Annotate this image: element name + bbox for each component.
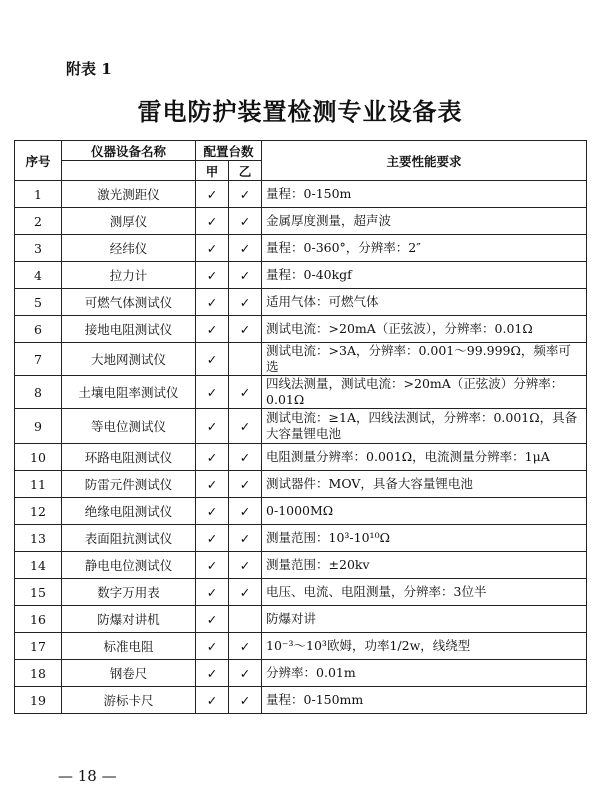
instrument-name: 防爆对讲机: [62, 606, 196, 633]
requirement-text: 测量范围：10³-10¹⁰Ω: [262, 525, 587, 552]
requirement-text: 测试器件：MOV，具备大容量锂电池: [262, 471, 587, 498]
page-number: — 18 —: [58, 767, 117, 785]
row-number: 17: [15, 633, 62, 660]
config-a-check: ✓: [196, 262, 229, 289]
header-instrument: 仪器设备名称: [62, 141, 196, 161]
config-b-check: ✓: [229, 181, 262, 208]
config-b-check: ✓: [229, 409, 262, 444]
requirement-text: 0-1000MΩ: [262, 498, 587, 525]
table-row: [15, 498, 587, 525]
config-b-check: ✓: [229, 262, 262, 289]
row-number: 11: [15, 471, 62, 498]
table-row: [15, 606, 587, 633]
config-a-check: ✓: [196, 409, 229, 444]
table-row: [15, 343, 587, 376]
instrument-name: 大地网测试仪: [62, 343, 196, 376]
instrument-name: 接地电阻测试仪: [62, 316, 196, 343]
requirement-text: 量程：0-360°，分辨率：2″: [262, 235, 587, 262]
config-a-check: ✓: [196, 444, 229, 471]
table-row: [15, 471, 587, 498]
config-b-check: ✓: [229, 498, 262, 525]
row-number: 6: [15, 316, 62, 343]
config-b-check: ✓: [229, 579, 262, 606]
table-row: [15, 208, 587, 235]
instrument-name: 表面阻抗测试仪: [62, 525, 196, 552]
table-row: [15, 181, 587, 208]
config-a-check: ✓: [196, 633, 229, 660]
header-config: 配置台数: [196, 141, 262, 161]
appendix-label: 附表 1: [66, 60, 112, 78]
table-row: [15, 660, 587, 687]
requirement-text: 防爆对讲: [262, 606, 587, 633]
table-row: [15, 262, 587, 289]
document-title: 雷电防护装置检测专业设备表: [137, 97, 463, 126]
config-b-check: [229, 343, 262, 376]
config-a-check: ✓: [196, 552, 229, 579]
header-seq: 序号: [15, 141, 62, 181]
config-a-check: ✓: [196, 316, 229, 343]
config-b-check: ✓: [229, 687, 262, 714]
config-a-check: ✓: [196, 660, 229, 687]
requirement-text: 适用气体：可燃气体: [262, 289, 587, 316]
requirement-text: 分辨率：0.01m: [262, 660, 587, 687]
table-row: [15, 525, 587, 552]
header-instrument-blank: [62, 161, 196, 181]
instrument-name: 测厚仪: [62, 208, 196, 235]
requirement-text: 金属厚度测量，超声波: [262, 208, 587, 235]
row-number: 8: [15, 376, 62, 409]
instrument-name: 静电电位测试仪: [62, 552, 196, 579]
row-number: 16: [15, 606, 62, 633]
row-number: 14: [15, 552, 62, 579]
config-a-check: ✓: [196, 289, 229, 316]
table-row: [15, 376, 587, 409]
config-a-check: ✓: [196, 343, 229, 376]
instrument-name: 等电位测试仪: [62, 409, 196, 444]
header-config-b: 乙: [229, 161, 262, 181]
config-a-check: ✓: [196, 579, 229, 606]
config-b-check: ✓: [229, 316, 262, 343]
table-row: [15, 409, 587, 444]
instrument-name: 可燃气体测试仪: [62, 289, 196, 316]
instrument-name: 拉力计: [62, 262, 196, 289]
config-b-check: ✓: [229, 633, 262, 660]
config-a-check: ✓: [196, 208, 229, 235]
config-b-check: [229, 606, 262, 633]
row-number: 10: [15, 444, 62, 471]
config-a-check: ✓: [196, 376, 229, 409]
table-row: [15, 633, 587, 660]
row-number: 3: [15, 235, 62, 262]
requirement-text: 四线法测量，测试电流：>20mA（正弦波）分辨率：0.01Ω: [262, 376, 587, 409]
config-a-check: ✓: [196, 606, 229, 633]
config-b-check: ✓: [229, 376, 262, 409]
config-b-check: ✓: [229, 660, 262, 687]
row-number: 12: [15, 498, 62, 525]
requirement-text: 量程：0-150mm: [262, 687, 587, 714]
config-a-check: ✓: [196, 687, 229, 714]
row-number: 2: [15, 208, 62, 235]
row-number: 19: [15, 687, 62, 714]
requirement-text: 电压、电流、电阻测量，分辨率：3位半: [262, 579, 587, 606]
instrument-name: 激光测距仪: [62, 181, 196, 208]
config-a-check: ✓: [196, 235, 229, 262]
table-row: [15, 444, 587, 471]
row-number: 1: [15, 181, 62, 208]
row-number: 9: [15, 409, 62, 444]
instrument-name: 游标卡尺: [62, 687, 196, 714]
requirement-text: 测量范围：±20kv: [262, 552, 587, 579]
table-row: [15, 289, 587, 316]
instrument-name: 钢卷尺: [62, 660, 196, 687]
requirement-text: 量程：0-40kgf: [262, 262, 587, 289]
table-row: [15, 235, 587, 262]
requirement-text: 10⁻³～10³欧姆，功率1/2w，线绕型: [262, 633, 587, 660]
instrument-name: 数字万用表: [62, 579, 196, 606]
instrument-name: 绝缘电阻测试仪: [62, 498, 196, 525]
config-b-check: ✓: [229, 525, 262, 552]
equipment-table: [14, 140, 587, 714]
config-b-check: ✓: [229, 289, 262, 316]
config-b-check: ✓: [229, 471, 262, 498]
row-number: 7: [15, 343, 62, 376]
config-a-check: ✓: [196, 498, 229, 525]
requirement-text: 测试电流：>3A，分辨率：0.001～99.999Ω，频率可选: [262, 343, 587, 376]
row-number: 18: [15, 660, 62, 687]
table-row: [15, 552, 587, 579]
row-number: 13: [15, 525, 62, 552]
table-body: [15, 181, 587, 714]
requirement-text: 测试电流：≥1A，四线法测试，分辨率：0.001Ω，具备大容量锂电池: [262, 409, 587, 444]
table-row: [15, 316, 587, 343]
config-a-check: ✓: [196, 525, 229, 552]
row-number: 5: [15, 289, 62, 316]
config-b-check: ✓: [229, 552, 262, 579]
config-a-check: ✓: [196, 471, 229, 498]
header-config-a: 甲: [196, 161, 229, 181]
row-number: 4: [15, 262, 62, 289]
instrument-name: 环路电阻测试仪: [62, 444, 196, 471]
config-b-check: ✓: [229, 444, 262, 471]
requirement-text: 量程：0-150m: [262, 181, 587, 208]
instrument-name: 标准电阻: [62, 633, 196, 660]
instrument-name: 经纬仪: [62, 235, 196, 262]
header-requirements: 主要性能要求: [262, 141, 587, 181]
requirement-text: 测试电流：>20mA（正弦波），分辨率：0.01Ω: [262, 316, 587, 343]
config-b-check: ✓: [229, 235, 262, 262]
requirement-text: 电阻测量分辨率：0.001Ω，电流测量分辨率：1μA: [262, 444, 587, 471]
instrument-name: 土壤电阻率测试仪: [62, 376, 196, 409]
row-number: 15: [15, 579, 62, 606]
table-row: [15, 687, 587, 714]
config-b-check: ✓: [229, 208, 262, 235]
table-row: [15, 579, 587, 606]
config-a-check: ✓: [196, 181, 229, 208]
instrument-name: 防雷元件测试仪: [62, 471, 196, 498]
